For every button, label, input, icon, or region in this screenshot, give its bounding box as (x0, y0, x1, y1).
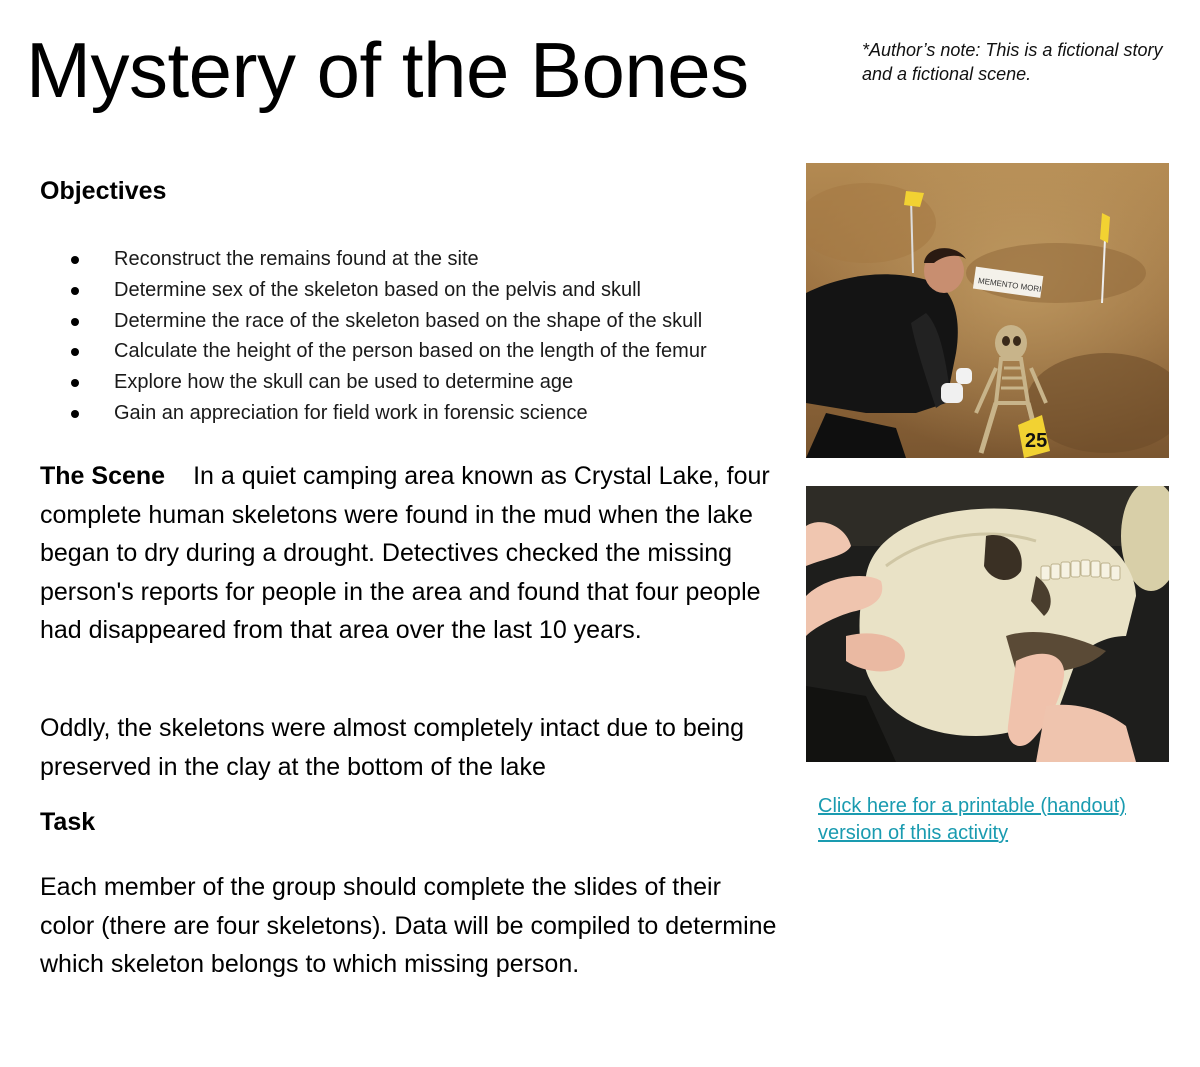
bullet-icon (71, 287, 79, 295)
objective-text: Reconstruct the remains found at the site (114, 248, 479, 270)
scene-text: In a quiet camping area known as Crystal Lake, four complete human skeletons were found in the mud when the lake began to dry during a drought. Detectives checked the missing person's reports for people in the area and found that four people had disappeared from that area over the last 10 years. (40, 462, 770, 644)
bullet-icon (71, 256, 79, 264)
bullet-icon (71, 379, 79, 387)
objective-text: Calculate the height of the person based on the length of the femur (114, 340, 707, 363)
list-item (40, 336, 800, 367)
excavation-illustration (806, 163, 1169, 458)
list-item (40, 244, 800, 275)
handout-link[interactable]: Click here for a printable (handout) version of this activity (818, 795, 1126, 844)
list-item (40, 306, 800, 337)
excavation-photo (806, 163, 1169, 458)
evidence-marker-number: 25 (1025, 430, 1048, 452)
objective-text: Determine the race of the skeleton based on the shape of the skull (114, 309, 703, 332)
task-heading: Task (40, 808, 96, 836)
list-item (40, 275, 800, 306)
skull-illustration (806, 486, 1169, 762)
page-title: Mystery of the Bones (26, 26, 749, 114)
skull-photo (806, 486, 1169, 762)
oddly-paragraph: Oddly, the skeletons were almost completely intact due to being preserved in the clay at the bottom of the lake (40, 714, 745, 781)
list-item (40, 398, 800, 429)
bullet-icon (71, 410, 79, 418)
objective-text: Explore how the skull can be used to determine age (114, 371, 574, 394)
author-note: *Author’s note: This is a fictional story and a fictional scene. (862, 40, 1163, 85)
objective-text: Determine sex of the skeleton based on the pelvis and skull (114, 278, 641, 301)
list-item (40, 367, 800, 398)
objectives-list (40, 244, 800, 429)
objectives-heading: Objectives (40, 177, 167, 205)
bullet-icon (71, 318, 79, 326)
scene-paragraph (40, 457, 780, 650)
scene-label: The Scene (40, 462, 166, 490)
bullet-icon (71, 348, 79, 356)
sign-text: MEMENTO MORI (977, 276, 1042, 294)
objective-text: Gain an appreciation for field work in forensic science (114, 401, 588, 424)
task-paragraph: Each member of the group should complete the slides of their color (there are four skeletons). Data will be compiled to determine which skeleton belongs to which missing person. (40, 873, 777, 978)
